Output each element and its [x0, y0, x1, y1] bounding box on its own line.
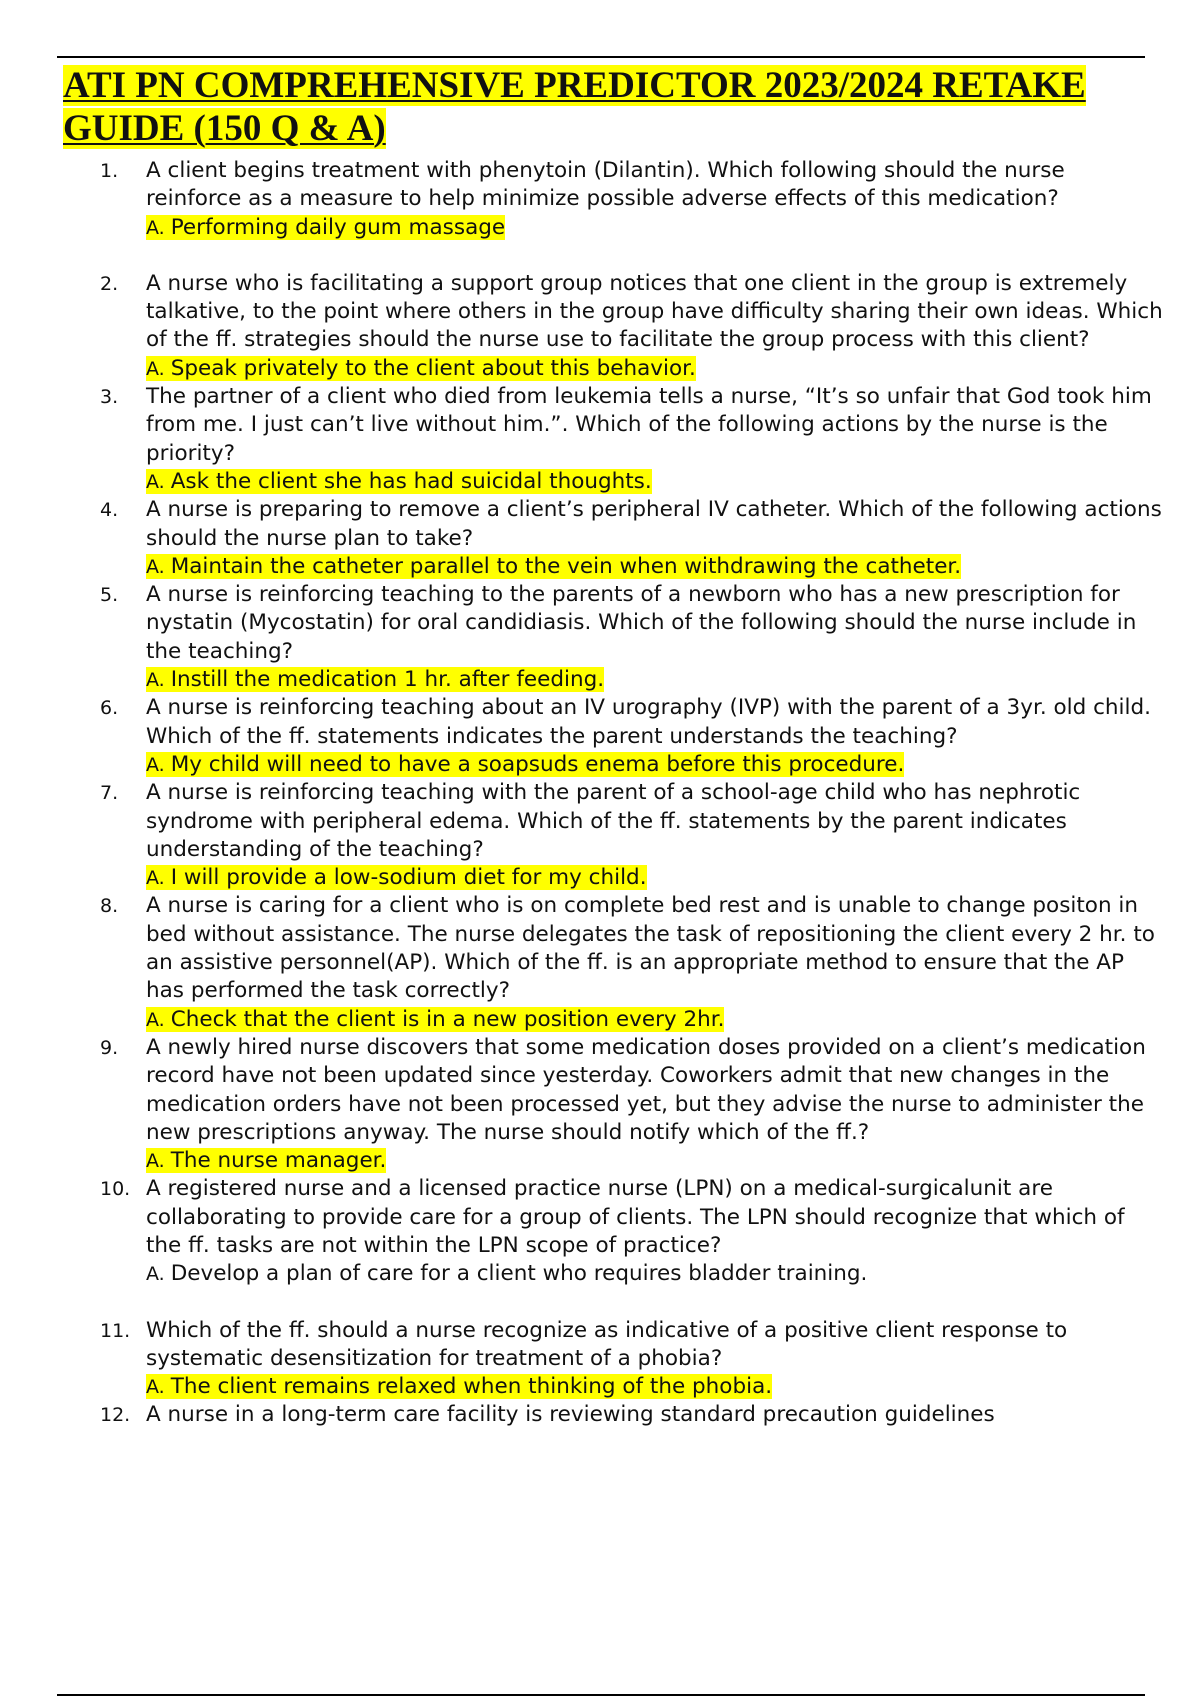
answer-text: Check that the client is in a new position every 2hr.	[170, 1006, 725, 1032]
answer-highlight	[146, 667, 604, 692]
question-text: A nurse is reinforcing teaching to the parents of a newborn who has a new prescription for nystatin (Mycostatin) for oral candidiasis. Which of the following should the nurse include in the teaching?	[146, 582, 1137, 664]
answer-highlight	[146, 554, 961, 579]
answer-text: Speak privately to the client about this behavior.	[170, 355, 696, 381]
answer	[146, 666, 1165, 694]
document-title	[63, 64, 1153, 150]
question-5	[100, 581, 1165, 694]
question-text: A nurse in a long-term care facility is reviewing standard precaution guidelines	[146, 1402, 995, 1428]
question-text: A newly hired nurse discovers that some medication doses provided on a client’s medication record have not been updated since yesterday. Coworkers admit that new changes in the medication orders have not been processed yet, but they advise the nurse to administer the new prescriptions anyway. The nurse should notify which of the ff.?	[146, 1034, 1146, 1145]
question-9	[100, 1034, 1165, 1175]
question-number: 8.	[100, 895, 119, 918]
question-number: 9.	[100, 1036, 119, 1059]
question-number: 2.	[100, 272, 119, 295]
question-number: 10.	[100, 1178, 131, 1201]
answer	[146, 1373, 1165, 1401]
question-number: 6.	[100, 697, 119, 720]
question-3	[100, 383, 1165, 496]
question-number: 3.	[100, 386, 119, 409]
answer-letter: A.	[146, 867, 165, 890]
question-4	[100, 496, 1165, 581]
question-1	[100, 157, 1165, 270]
question-8	[100, 892, 1165, 1033]
answer-letter: A.	[146, 555, 165, 578]
answer-letter: A.	[146, 1008, 165, 1031]
question-number: 1.	[100, 160, 119, 182]
answer-text: My child will need to have a soapsuds enema before this procedure.	[170, 751, 905, 777]
question-10	[100, 1175, 1165, 1316]
answer-highlight	[146, 215, 505, 240]
answer	[146, 1006, 1165, 1034]
top-rule	[57, 56, 1145, 58]
question-number: 5.	[100, 584, 119, 607]
answer	[146, 553, 1165, 581]
answer	[146, 751, 1165, 779]
answer-letter: A.	[146, 669, 165, 692]
question-number: 12.	[100, 1404, 131, 1427]
answer-letter: A.	[146, 470, 165, 493]
answer-letter: A.	[146, 753, 165, 776]
answer-text: Instill the medication 1 hr. after feeding.	[170, 667, 605, 693]
answer	[146, 1260, 1165, 1288]
question-text: A registered nurse and a licensed practice nurse (LPN) on a medical-surgicalunit are collaborating to provide care for a group of clients. The LPN should recognize that which of the ff. tasks are not within the LPN scope of practice?	[146, 1176, 1125, 1258]
question-7	[100, 779, 1165, 892]
answer-highlight	[146, 469, 652, 494]
answer	[146, 1147, 1165, 1175]
answer-text: Ask the client she has had suicidal thoughts.	[170, 468, 652, 494]
question-text: A nurse is preparing to remove a client’s peripheral IV catheter. Which of the following actions should the nurse plan to take?	[146, 497, 1162, 551]
answer	[146, 468, 1165, 496]
question-number: 7.	[100, 782, 119, 805]
answer-text: The nurse manager.	[170, 1148, 387, 1174]
question-number: 4.	[100, 499, 119, 522]
spacer	[146, 1289, 1165, 1317]
question-11	[100, 1317, 1165, 1402]
answer-text: I will provide a low-sodium diet for my child.	[170, 865, 647, 891]
answer-letter: A.	[146, 1376, 165, 1399]
spacer	[146, 242, 1165, 270]
answer-highlight	[146, 752, 904, 777]
answer-plain	[146, 1261, 867, 1286]
answer-text: Develop a plan of care for a client who requires bladder training.	[170, 1261, 868, 1287]
question-text: A client begins treatment with phenytoin (Dilantin). Which following should the nurse reinforce as a measure to help minimize possible adverse effects of this medication?	[146, 158, 1065, 212]
answer	[146, 864, 1165, 892]
question-text: The partner of a client who died from leukemia tells a nurse, “It’s so unfair that God took him from me. I just can’t live without him.”. Which of the following actions by the nurse is the priority?	[146, 384, 1152, 466]
answer-letter: A.	[146, 357, 165, 380]
answer-text: Performing daily gum massage	[170, 214, 506, 240]
question-2	[100, 270, 1165, 383]
answer-highlight	[146, 356, 696, 381]
answer-highlight	[146, 1374, 772, 1399]
answer-highlight	[146, 1148, 386, 1173]
answer-highlight	[146, 1007, 724, 1032]
document-title-text: ATI PN COMPREHENSIVE PREDICTOR 2023/2024 RETAKE GUIDE (150 Q & A)	[63, 65, 1086, 149]
question-6	[100, 694, 1165, 779]
question-text: A nurse who is facilitating a support group notices that one client in the group is extremely talkative, to the point where others in the group have difficulty sharing their own ideas. Which of the ff. strategies should the nurse use to facilitate the group process with this client?	[146, 270, 1163, 353]
question-12	[100, 1401, 1165, 1429]
answer-letter: A.	[146, 1263, 165, 1286]
answer-text: The client remains relaxed when thinking of the phobia.	[170, 1374, 773, 1400]
question-number: 11.	[100, 1319, 131, 1342]
answer-highlight	[146, 865, 647, 890]
question-text: Which of the ff. should a nurse recognize as indicative of a positive client response to systematic desensitization for treatment of a phobia?	[146, 1317, 1068, 1371]
question-text: A nurse is caring for a client who is on complete bed rest and is unable to change positon in bed without assistance. The nurse delegates the task of repositioning the client every 2 hr. to an assistive personnel(AP). Which of the ff. is an appropriate method to ensure that the AP has performed the task correctly?	[146, 893, 1155, 1004]
answer-letter: A.	[146, 216, 165, 239]
question-text: A nurse is reinforcing teaching with the parent of a school-age child who has nephrotic syndrome with peripheral edema. Which of the ff. statements by the parent indicates understanding of the teaching?	[146, 780, 1081, 862]
answer	[146, 355, 1165, 383]
bottom-rule	[57, 1694, 1145, 1696]
question-text: A nurse is reinforcing teaching about an IV urography (IVP) with the parent of a 3yr. old child. Which of the ff. statements indicates the parent understands the teaching?	[146, 695, 1151, 749]
answer-text: Maintain the catheter parallel to the vein when withdrawing the catheter.	[170, 553, 962, 579]
question-list	[100, 157, 1165, 1430]
answer	[146, 214, 1165, 242]
answer-letter: A.	[146, 1150, 165, 1173]
